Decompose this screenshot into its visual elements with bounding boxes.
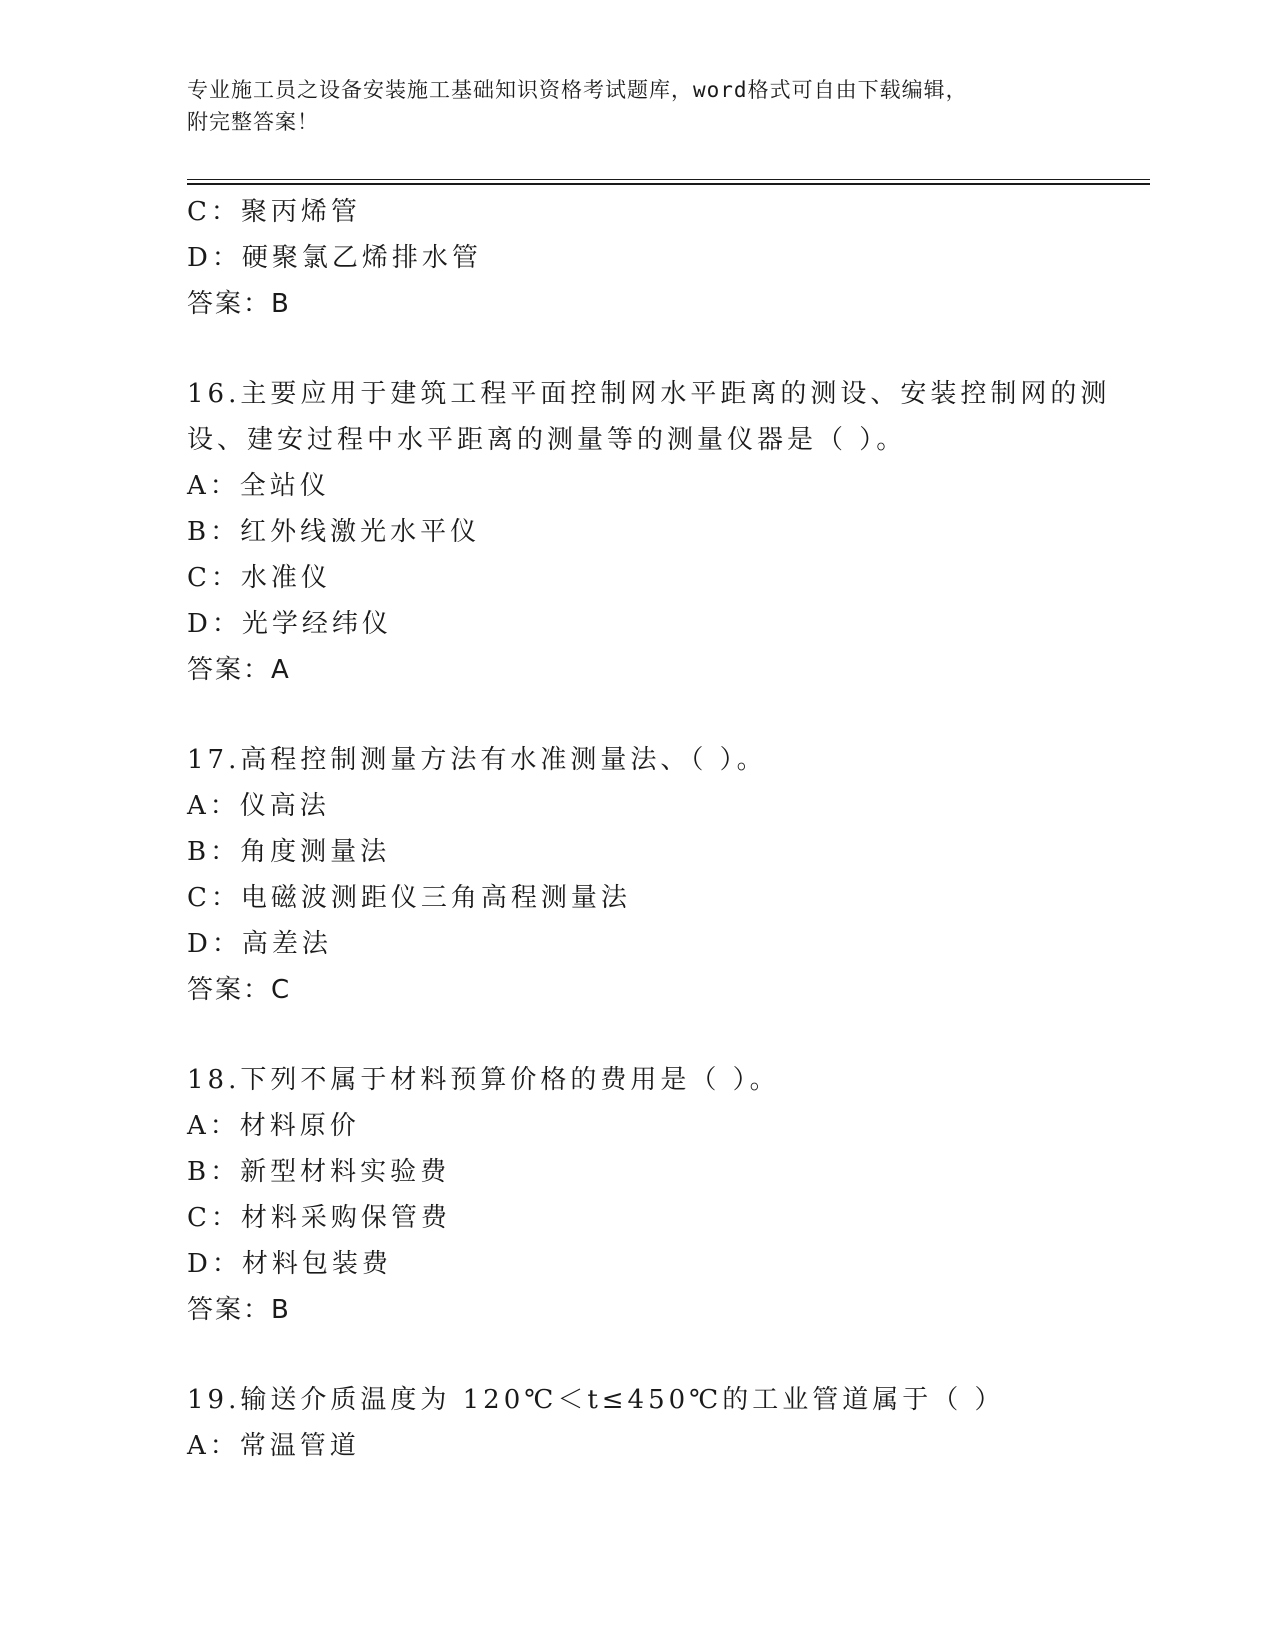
- option-d: D：硬聚氯乙烯排水管: [187, 243, 482, 273]
- option-b: B：新型材料实验费: [187, 1157, 451, 1187]
- question-stem-continued: 设、建安过程中水平距离的测量等的测量仪器是（ ）。: [187, 425, 907, 455]
- header-divider-thick: [187, 183, 1150, 185]
- option-a: A：常温管道: [187, 1431, 360, 1461]
- header-line-1: 专业施工员之设备安装施工基础知识资格考试题库，word格式可自由下载编辑，: [187, 78, 968, 102]
- question-16: [187, 371, 1111, 693]
- question-stem: 16.主要应用于建筑工程平面控制网水平距离的测设、安装控制网的测: [187, 379, 1111, 409]
- answer: 答案：B: [187, 289, 291, 319]
- question-list: [187, 189, 1111, 1469]
- document-header: [187, 74, 1087, 138]
- question-18: [187, 1057, 1087, 1333]
- option-a: A：材料原价: [187, 1111, 360, 1141]
- option-b: B：角度测量法: [187, 837, 391, 867]
- option-c: C：电磁波测距仪三角高程测量法: [187, 883, 631, 913]
- question-stem: 18.下列不属于材料预算价格的费用是（ ）。: [187, 1065, 780, 1095]
- option-d: D：材料包装费: [187, 1249, 392, 1279]
- question-stem: 19.输送介质温度为 120℃＜t≤450℃的工业管道属于（ ）: [187, 1385, 1005, 1415]
- option-a: A：全站仪: [187, 471, 330, 501]
- option-c: C：材料采购保管费: [187, 1203, 451, 1233]
- option-d: D：光学经纬仪: [187, 609, 392, 639]
- answer: 答案：C: [187, 975, 292, 1005]
- answer: 答案：B: [187, 1295, 291, 1325]
- option-c: C：水准仪: [187, 563, 331, 593]
- question-19: [187, 1377, 1087, 1469]
- option-d: D：高差法: [187, 929, 332, 959]
- header-divider-thin: [187, 179, 1150, 180]
- option-a: A：仪高法: [187, 791, 330, 821]
- question-stem: 17.高程控制测量方法有水准测量法、（ ）。: [187, 745, 767, 775]
- question-17: [187, 737, 1087, 1013]
- option-c: C：聚丙烯管: [187, 197, 361, 227]
- header-line-2: 附完整答案！: [187, 110, 319, 134]
- option-b: B：红外线激光水平仪: [187, 517, 481, 547]
- answer: 答案：A: [187, 655, 291, 685]
- question-15-fragment: [187, 189, 1087, 327]
